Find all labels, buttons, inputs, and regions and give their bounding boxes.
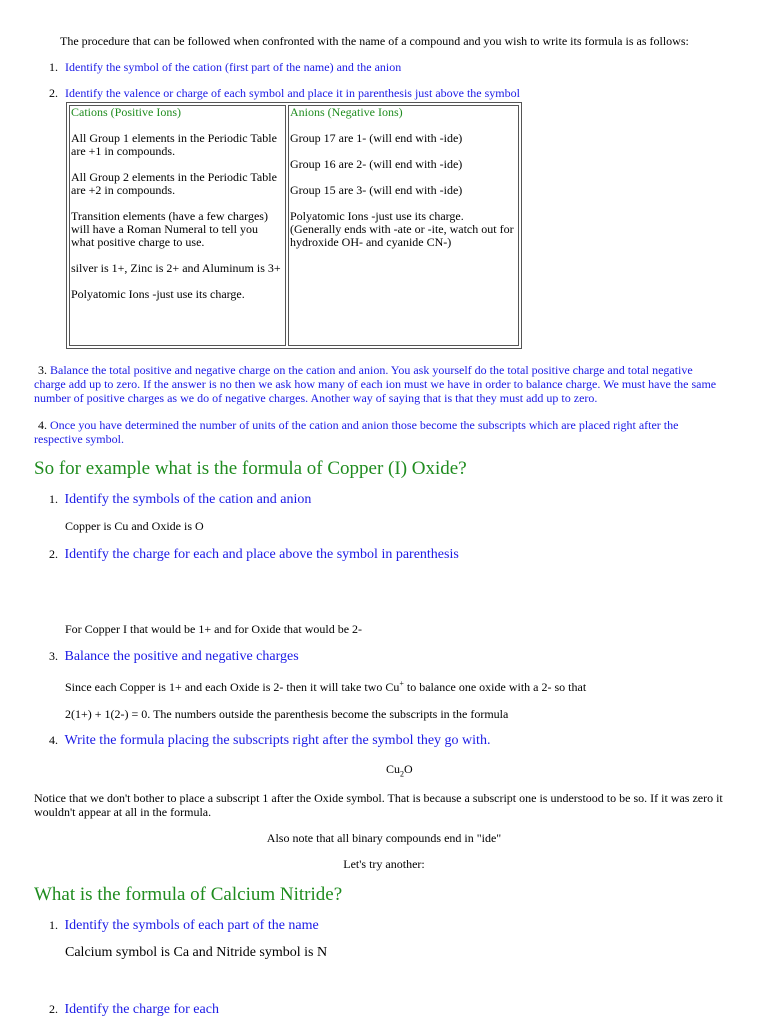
cations-header: Cations (Positive Ions) bbox=[71, 105, 181, 119]
cation-rule: Transition elements (have a few charges) will have a Roman Numeral to tell you what positive charge to use. bbox=[71, 209, 268, 249]
step-number: 4. bbox=[49, 733, 58, 747]
intro-text: The procedure that can be followed when confronted with the name of a compound and you wish to write its formula is as follows: bbox=[60, 34, 689, 48]
step-text: Once you have determined the number of units of the cation and anion those become the subscripts which are placed right after the respective symbol. bbox=[34, 418, 679, 446]
anions-header: Anions (Negative Ions) bbox=[290, 105, 403, 119]
step-2 bbox=[49, 86, 520, 100]
step-number: 2. bbox=[49, 86, 58, 100]
notice-text: Notice that we don't bother to place a subscript 1 after the Oxide symbol. That is because a subscript one is understood to be so. If it was zero it wouldn't appear at all in the formula. bbox=[34, 791, 723, 819]
example2-step-2 bbox=[49, 1001, 219, 1018]
anions-column bbox=[288, 105, 519, 346]
also-note-text: Also note that all binary compounds end in "ide" bbox=[266, 831, 502, 845]
example1-step-3-equation: 2(1+) + 1(2-) = 0. The numbers outside the parenthesis become the subscripts in the formula bbox=[65, 707, 509, 721]
step-text: Identify the symbols of the cation and anion bbox=[64, 492, 312, 507]
charge-superscript: + bbox=[399, 679, 404, 688]
step-text: Write the formula placing the subscripts right after the symbol they go with. bbox=[64, 733, 491, 748]
cation-rule: Polyatomic Ions -just use its charge. bbox=[71, 287, 245, 301]
step-text: Identify the symbol of the cation (first part of the name) and the anion bbox=[65, 60, 402, 74]
example1-step-3-body bbox=[65, 680, 586, 694]
example1-heading: So for example what is the formula of Copper (I) Oxide? bbox=[34, 458, 467, 479]
step-number: 2. bbox=[49, 547, 58, 561]
step-number: 1. bbox=[49, 60, 58, 74]
example1-step-3 bbox=[49, 648, 299, 665]
anion-rule: Group 17 are 1- (will end with -ide) bbox=[290, 131, 463, 145]
step-number: 2. bbox=[49, 1002, 58, 1016]
example1-formula bbox=[386, 762, 413, 779]
cation-rule: silver is 1+, Zinc is 2+ and Aluminum is 3+ bbox=[71, 261, 281, 275]
cations-column bbox=[69, 105, 286, 346]
step-3 bbox=[34, 363, 724, 405]
anion-rule: Group 15 are 3- (will end with -ide) bbox=[290, 183, 463, 197]
lets-try-text: Let's try another: bbox=[343, 857, 425, 871]
example2-step-1-body: Calcium symbol is Ca and Nitride symbol is N bbox=[65, 945, 328, 960]
step-number: 4. bbox=[38, 418, 47, 432]
step-text: Identify the charge for each and place above the symbol in parenthesis bbox=[64, 547, 459, 562]
body-text: Since each Copper is 1+ and each Oxide is 2- then it will take two Cu bbox=[65, 680, 400, 694]
ions-table bbox=[66, 102, 522, 349]
step-1 bbox=[49, 60, 401, 74]
cation-rule: All Group 2 elements in the Periodic Table are +2 in compounds. bbox=[71, 170, 277, 197]
step-number: 1. bbox=[49, 492, 58, 506]
example1-step-4 bbox=[49, 732, 490, 749]
anion-rule: Polyatomic Ions -just use its charge. (Generally ends with -ate or -ite, watch out for hydroxide OH- and cyanide CN-) bbox=[290, 209, 514, 249]
anion-rule: Group 16 are 2- (will end with -ide) bbox=[290, 157, 463, 171]
example1-step-2-body: For Copper I that would be 1+ and for Oxide that would be 2- bbox=[65, 622, 363, 636]
example1-step-1-body: Copper is Cu and Oxide is O bbox=[65, 519, 204, 533]
formula-symbol: O bbox=[404, 762, 413, 776]
formula-symbol: Cu bbox=[386, 762, 401, 776]
example2-heading: What is the formula of Calcium Nitride? bbox=[34, 884, 343, 905]
step-text: Identify the charge for each bbox=[64, 1002, 219, 1017]
step-number: 1. bbox=[49, 918, 58, 932]
cation-rule: All Group 1 elements in the Periodic Table are +1 in compounds. bbox=[71, 131, 277, 158]
cations-list bbox=[71, 132, 284, 301]
step-text: Balance the positive and negative charges bbox=[64, 649, 299, 664]
step-number: 3. bbox=[49, 649, 58, 663]
formula-subscript: 2 bbox=[400, 769, 405, 779]
step-4 bbox=[34, 418, 724, 446]
step-text: Balance the total positive and negative charge on the cation and anion. You ask yourself do the total positive charge and total negative charge add up to zero. If the answer is no then we ask how many of each ion must we have in order to balance charge. We must have the same number of positive charges as we do of negative charges. Another way of saying that is that they must add up to zero. bbox=[34, 363, 717, 405]
example1-step-2 bbox=[49, 546, 459, 563]
anions-list bbox=[290, 132, 517, 249]
example1-step-1 bbox=[49, 491, 311, 508]
step-text: Identify the symbols of each part of the name bbox=[64, 918, 319, 933]
example2-step-1 bbox=[49, 917, 319, 934]
body-text: to balance one oxide with a 2- so that bbox=[403, 680, 587, 694]
step-number: 3. bbox=[38, 363, 47, 377]
step-text: Identify the valence or charge of each symbol and place it in parenthesis just above the symbol bbox=[65, 86, 520, 100]
